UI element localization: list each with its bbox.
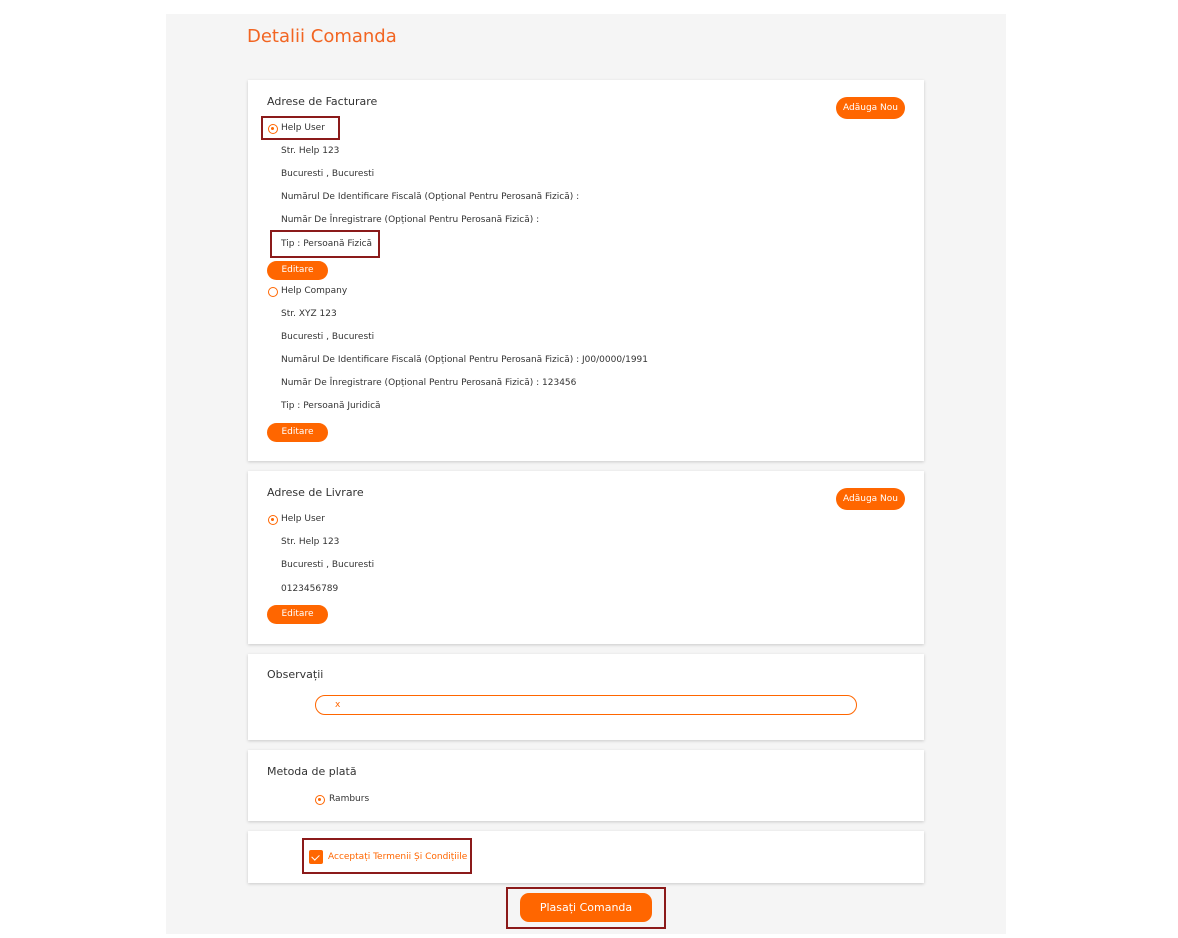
add-billing-address-button[interactable]: Adăuga Nou — [836, 97, 905, 119]
billing-address-radio-help-user[interactable] — [268, 124, 278, 134]
payment-title: Metoda de plată — [267, 765, 357, 778]
payment-method-card — [248, 750, 924, 821]
delivery-address-radio-help-user[interactable] — [268, 515, 278, 525]
delivery-title: Adrese de Livrare — [267, 486, 364, 499]
terms-checkbox[interactable] — [309, 850, 323, 864]
billing-addresses-card — [248, 80, 924, 461]
edit-billing-address-button[interactable]: Editare — [267, 423, 328, 442]
page-title: Detalii Comanda — [247, 26, 397, 47]
billing-address-name[interactable]: Help User — [281, 123, 325, 133]
billing-title: Adrese de Facturare — [267, 95, 378, 108]
add-delivery-address-button[interactable]: Adăuga Nou — [836, 488, 905, 510]
delivery-address-phone: 0123456789 — [281, 584, 339, 594]
billing-address-type: Tip : Persoană Juridică — [281, 401, 381, 411]
delivery-addresses-card — [248, 471, 924, 644]
observations-input[interactable]: x — [315, 695, 857, 715]
place-order-button[interactable]: Plasați Comanda — [520, 893, 652, 922]
terms-label[interactable]: Acceptați Termenii Și Condițiile — [328, 852, 468, 862]
delivery-address-city: Bucuresti , Bucuresti — [281, 560, 375, 570]
edit-billing-address-button[interactable]: Editare — [267, 261, 328, 280]
delivery-address-name[interactable]: Help User — [281, 514, 325, 524]
billing-address-street: Str. XYZ 123 — [281, 309, 337, 319]
terms-card — [248, 831, 924, 883]
billing-address-street: Str. Help 123 — [281, 146, 340, 156]
billing-address-registration: Număr De Înregistrare (Opțional Pentru Perosană Fizică) : 123456 — [281, 378, 577, 388]
billing-address-city: Bucuresti , Bucuresti — [281, 332, 375, 342]
delivery-address-street: Str. Help 123 — [281, 537, 340, 547]
observations-title: Observații — [267, 668, 324, 681]
billing-address-fiscal-id: Numărul De Identificare Fiscală (Opțional Pentru Perosană Fizică) : J00/0000/1991 — [281, 355, 648, 365]
billing-address-registration: Număr De Înregistrare (Opțional Pentru Perosană Fizică) : — [281, 215, 540, 225]
billing-address-radio-help-company[interactable] — [268, 287, 278, 297]
payment-option-label[interactable]: Ramburs — [329, 794, 370, 804]
edit-delivery-address-button[interactable]: Editare — [267, 605, 328, 624]
billing-address-type: Tip : Persoană Fizică — [281, 239, 373, 249]
billing-address-name[interactable]: Help Company — [281, 286, 348, 296]
billing-address-fiscal-id: Numărul De Identificare Fiscală (Opțional Pentru Perosană Fizică) : — [281, 192, 580, 202]
billing-address-city: Bucuresti , Bucuresti — [281, 169, 375, 179]
observations-card — [248, 654, 924, 740]
payment-radio-ramburs[interactable] — [315, 795, 325, 805]
